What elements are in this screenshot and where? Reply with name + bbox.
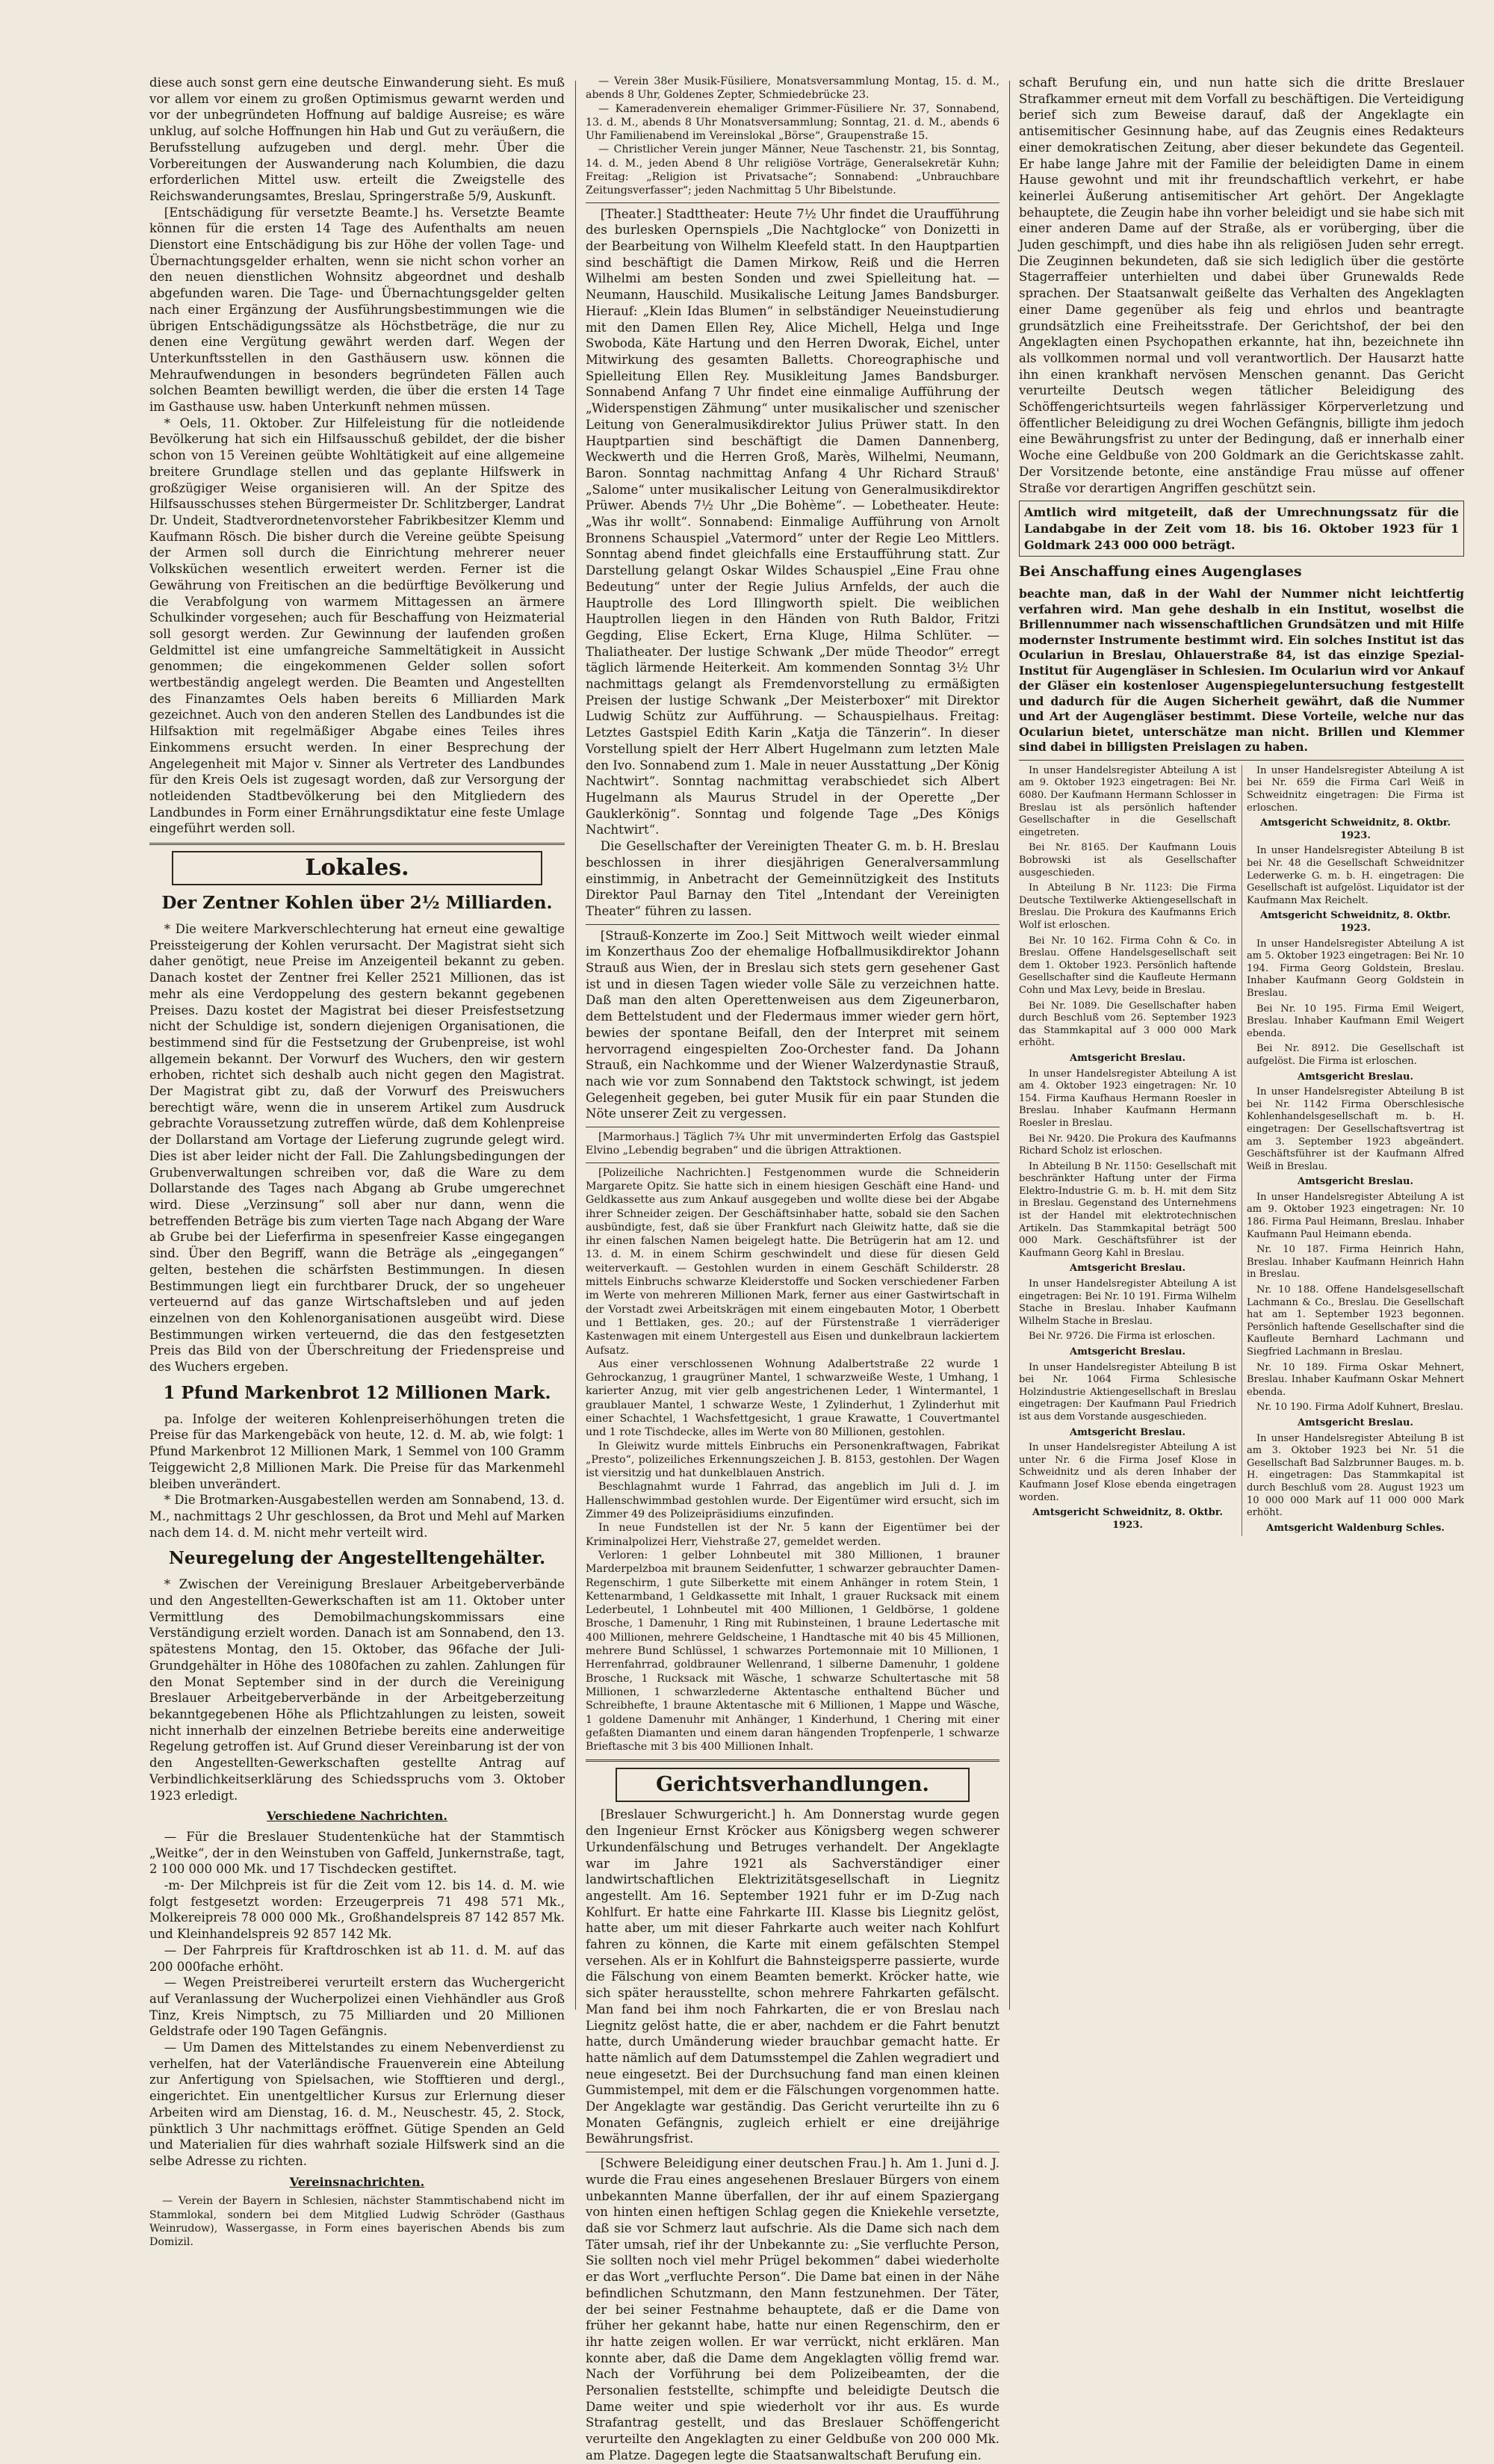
news-item: — Der Fahrpreis für Kraftdroschken ist ab 11. d. M. auf das 200 000fache erhöht. (149, 1943, 565, 1974)
ad-augenglas-text: beachte man, daß in der Wahl der Nummer nicht leichtfertig verfahren wird. Man gehe deshalb in ein Institut, woselbst die Brillennummer nach wissenschaftlichen Grundsätzen und mit Hilfe modernster Instrumente bestimmt wird. Ein solches Institut ist das Oculariun in Breslau, Ohlauerstraße 84, ist das einzige Spezial-Institut für Augengläser in Schlesien. Im Oculariun wird vor Ankauf der Gläser ein kostenloser Augenspiegeluntersuchung festgestellt und dadurch für die Augen Sicherheit gewährt, daß die Nummer und Art der Augengläser bestimmt. Diese Vorteile, welche nur das Oculariun bietet, unterschätze man nicht. Brillen und Klemmer sind dabei in billigsten Preislagen zu haben. (1019, 586, 1464, 755)
club-notice: — Christlicher Verein junger Männer, Neue Taschenstr. 21, bis Sonntag, 14. d. M., jeden Abend 8 Uhr religiöse Vorträge, Generalsekretär Kuhn; Freitag: „Religion ist Privatsache“; Sonnabend: „Unbrauchbare Zeitungsverfasser“; jeden Nachmittag 5 Uhr Bibelstunde. (586, 143, 999, 197)
divider (586, 202, 999, 203)
news-item: — Für die Breslauer Studentenküche hat der Stammtisch „Weitke“, der in den Weinstuben von Gaffeld, Junkernstraße, tagt, 2 100 000 000 Mk. und 17 Tischdecken gestiftet. (149, 1829, 565, 1877)
article-kohlen: * Die weitere Markverschlechterung hat erneut eine gewaltige Preissteigerung der Kohlen verursacht. Der Magistrat sieht sich daher genötigt, neue Preise im Anzeigenteil bekannt zu geben. Danach kostet der Zentner frei Keller 2521 Millionen, das ist mehr als eine Verdoppelung des gestern bekannt gegebenen Preises. Dazu kostet der Magistrat bei dieser Preisfestsetzung nicht der Schuldige ist, sondern diejenigen Organisationen, die bestimmend sind für die Festsetzung der Grubenpreise, ist wohl allgemein bekannt. Der Vorwurf des Wuchers, den wir gestern erhoben, richtet sich deshalb auch nicht gegen den Magistrat. Der Magistrat gibt zu, daß der Vorwurf des Preiswuchers berechtigt wäre, wenn die in unserem Artikel zum Ausdruck gebrachte Voraussetzung zutreffen würde, daß dem Kohlenpreise der Dollarstand am Vortage der Lieferung zugrunde gelegt wird. Dies ist aber leider nicht der Fall. Die Zahlungsbedingungen der Grubenverwaltungen schreiben vor, daß die Ware zu dem Dollarstande des Tages nach Abgang ab Grube umgerechnet wird. Diese „Verzinsung“ soll aber nur dann, wenn die betreffenden Beträge bis zum vierten Tage nach Abgang der Ware ab Grube bei der Lieferfirma in spesenfreier Kasse eingegangen sind. Über den Begriff, wann die Beträge als „eingegangen“ gelten, bestehen die schärfsten Bestimmungen. In diesen Bestimmungen liegt ein furchtbarer Druck, der so ungeheuer verteuernd auf das ganze Wirtschaftsleben und auf jeden einzelnen von den Kohlenorganisationen ausgeübt wird. Diese Bestimmungen wirken verteuernd, die das den festgesetzten Preis das Bild von der Überschreitung der Friedenspreise und des Wuchers ergeben. (149, 922, 565, 1375)
article-marmorhaus: [Marmorhaus.] Täglich 7¾ Uhr mit unverminderten Erfolg das Gastspiel Elvino „Lebendig begraben“ und die übrigen Attraktionen. (586, 1131, 999, 1157)
register-court-signature: Amtsgericht Breslau. (1070, 1346, 1185, 1358)
article-vereinigte-theater: Die Gesellschafter der Vereinigten Theater G. m. b. H. Breslau beschlossen in ihrer diesjährigen Generalversammlung einstimmig, in Anbetracht der Gemeinnützigkeit des Instituts Direktor Paul Barnay den Titel „Intendant der Vereinigten Theater“ führen zu lassen. (586, 839, 999, 918)
register-entry: In unser Handelsregister Abteilung B ist bei Nr. 1142 Firma Oberschlesische Kohlenhandelsgesellschaft m. b. H. eingetragen: Der Gesellschaftsvertrag ist am 3. September 1923 abgeändert. Geschäftsführer ist der Kaufmann Alfred Weiß in Breslau. (1247, 1086, 1464, 1172)
divider (149, 843, 565, 845)
register-court-signature: Amtsgericht Schweidnitz, 8. Oktbr. 1923. (1260, 910, 1451, 935)
news-item: — Um Damen des Mittelstandes zu einem Nebenverdienst zu verhelfen, hat der Vaterländische Frauenverein eine Abteilung zur Anfertigung von Spielsachen, wie Stofftieren und dergl., eingerichtet. Ein unentgeltlicher Kursus zur Erlernung dieser Arbeiten wird am Dienstag, 16. d. M., Neuschestr. 45, 2. Stock, pünktlich 3 Uhr nachmittags eröffnet. Gütige Spenden an Geld und Materialien für dies wahrhaft soziale Hilfswerk sind an die selbe Adresse zu richten. (149, 2040, 565, 2168)
article-polizei: Beschlagnahmt wurde 1 Fahrrad, das angeblich im Juli d. J. im Hallenschwimmbad gestohlen wurde. Der Eigentümer wird ersucht, sich im Zimmer 49 des Polizeipräsidiums einzufinden. (586, 1481, 999, 1521)
register-entry: Bei Nr. 9726. Die Firma ist erloschen. (1029, 1331, 1215, 1343)
subheading-nachrichten: Verschiedene Nachrichten. (267, 1809, 447, 1824)
register-entry: Bei Nr. 10 162. Firma Cohn & Co. in Breslau. Offene Handelsgesellschaft seit dem 1. Oktober 1923. Persönlich haftende Gesellschafter sind die Kaufleute Hermann Cohn und Max Levy, beide in Breslau. (1019, 935, 1236, 996)
club-notice: — Kameradenverein ehemaliger Grimmer-Füsiliere Nr. 37, Sonnabend, 13. d. M., abends 8 Uhr Monatsversammlung; Sonntag, 21. d. M., abends 6 Uhr Familienabend im Vereinslokal „Börse“, Graupenstraße 15. (586, 102, 999, 143)
news-item: — Wegen Preistreiberei verurteilt erstern das Wuchergericht auf Veranlassung der Wucherpolizei einen Viehhändler aus Groß Tinz, Kreis Nimptsch, zu 75 Milliarden und 20 Millionen Geldstrafe oder 190 Tagen Gefängnis. (149, 1975, 565, 2039)
column-1 (149, 75, 565, 2249)
news-item: -m- Der Milchpreis ist für die Zeit vom 12. bis 14. d. M. wie folgt festgesetzt worden: Erzeugerpreis 71 498 571 Mk., Molkereipreis 78 000 000 Mk., Großhandelspreis 87 142 857 Mk. und Kleinhandelspreis 92 857 142 Mk. (149, 1878, 565, 1942)
register-court-signature: Amtsgericht Breslau. (1298, 1071, 1413, 1083)
register-court-signature: Amtsgericht Breslau. (1070, 1052, 1185, 1064)
article-polizei: In neue Fundstellen ist der Nr. 5 kann der Eigentümer bei der Kriminalpolizei Herr, Viehstraße 27, gemeldet werden. (586, 1522, 999, 1548)
article-oels: * Oels, 11. Oktober. Zur Hilfeleistung für die notleidende Bevölkerung hat sich ein Hilfsausschuß gebildet, der die bisher schon von 15 Vereinen geübte Wohltätigkeit auf eine allgemeine breitere Grundlage stellen und das geplante Hilfswerk in großzügiger Weise organisieren will. An der Spitze des Hilfsausschusses stehen Bürgermeister Dr. Schlitzberger, Landrat Dr. Undeit, Stadtverordnetenvorsteher Fabrikbesitzer Klemm und Kaufmann Rösch. Die bisher durch die Vereine geübte Speisung der Armen soll durch die Einrichtung mehrerer neuer Volksküchen wesentlich erweitert werden. Ferner ist die Gewährung von Freitischen an die bedürftige Bevölkerung und die Verabfolgung von warmem Mittagessen an ärmere Schulkinder vorgesehen; auch für Beschaffung von Heizmaterial soll gesorgt werden. Zur Gewinnung der laufenden großen Geldmittel ist eine umfangreiche Sammeltätigkeit in Aussicht genommen; die eingekommenen Gelder sollen sofort wertbeständig angelegt werden. Die Beamten und Angestellten des Finanzamtes Oels haben bereits 6 Milliarden Mark gezeichnet. Auch von den anderen Stellen des Landbundes ist die Hilfsaktion mit regelmäßiger Abgabe eines Teiles ihres Einkommens ersucht werden. In einer Besprechung der Angelegenheit mit Major v. Sinner als Vertreter des Landbundes für den Kreis Oels ist zugesagt worden, daß zur Versorgung der notleidenden Stadtbevölkerung bei den Mitgliedern des Landbundes in Form einer Ernährungsdiktatur eine feste Umlage eingeführt werden soll. (149, 415, 565, 836)
register-entry: In Abteilung B Nr. 1123: Die Firma Deutsche Textilwerke Aktiengesellschaft in Breslau. Die Prokura des Kaufmanns Erich Wolf ist erloschen. (1019, 882, 1236, 932)
register-entry: Nr. 10 188. Offene Handelsgesellschaft Lachmann & Co., Breslau. Die Gesellschaft hat am 1. September 1923 begonnen. Persönlich haftende Gesellschafter sind die Kaufleute Bernhard Lachmann und Siegfried Lachmann in Breslau. (1247, 1284, 1464, 1358)
club-notice: — Verein 38er Musik-Füsiliere, Monatsversammlung Montag, 15. d. M., abends 8 Uhr, Goldenes Zepter, Schmiedebrücke 23. (586, 75, 999, 102)
article-markenbrot: pa. Infolge der weiteren Kohlenpreiserhöhungen treten die Preise für das Markengebäck von heute, 12. d. M. ab, wie folgt: 1 Pfund Markenbrot 12 Millionen Mark, 1 Semmel von 100 Gramm Teiggewicht 2,8 Millionen Mark. Die Preise für das Markenmehl bleiben unverändert. (149, 1411, 565, 1491)
article-beamte: [Entschädigung für versetzte Beamte.] hs. Versetzte Beamte können für die ersten 14 Tage des Aufenthalts am neuen Dienstort eine Entschädigung bis zur Höhe der vollen Tage- und Übernachtungsgelder erhalten, wenn sie nicht schon vorher an den neuen dienstlichen Wohnsitz abgeordnet und deshalb abgefunden waren. Die Tage- und Übernachtungsgelder gelten nach einer Ergänzung der Ausführungsbestimmungen wie die übrigen Entschädigungssätze als Höchstbeträge, die nur zu denen eine Vergütung gewährt werden darf. Wegen der Unterkunftsstellen in den Gasthäusern usw. können die Mehraufwendungen in besonders begründeten Fällen auch solchen Beamten bewilligt werden, die über die ersten 14 Tage im Gasthause usw. haben Unterkunft nehmen müssen. (149, 205, 565, 415)
headline-markenbrot: 1 Pfund Markenbrot 12 Millionen Mark. (163, 1382, 551, 1403)
section-title-lokales: Lokales. (172, 851, 542, 885)
column-rule (1009, 81, 1010, 2010)
ad-augenglas-title: Bei Anschaffung eines Augenglases (1019, 563, 1302, 581)
register-entry: In unser Handelsregister Abteilung A ist am 9. Oktober 1923 eingetragen: Bei Nr. 6080. Der Kaufmann Hermann Schlosser in Breslau ist als persönlich haftender Gesellschafter in die Gesellschaft eingetreten. (1019, 764, 1236, 838)
register-entry: In unser Handelsregister Abteilung A ist unter Nr. 6 die Firma Josef Klose in Schweidnitz und als deren Inhaber der Kaufmann Josef Klose ebenda eingetragen worden. (1019, 1442, 1236, 1503)
article-brotmarken: * Die Brotmarken-Ausgabestellen werden am Sonnabend, 13. d. M., nachmittags 2 Uhr geschlossen, da Brot und Mehl auf Marken nach dem 14. d. M. nicht mehr verteilt wird. (149, 1493, 565, 1540)
column-3 (1019, 75, 1464, 2010)
register-entry: Nr. 10 187. Firma Heinrich Hahn, Breslau. Inhaber Kaufmann Heinrich Hahn in Breslau. (1247, 1244, 1464, 1281)
official-notice: Amtlich wird mitgeteilt, daß der Umrechnungssatz für die Landabgabe in der Zeit vom 18. bis 16. Oktober 1923 für 1 Goldmark 243 000 000 beträgt. (1019, 501, 1464, 557)
article-polizei: [Polizeiliche Nachrichten.] Festgenommen wurde die Schneiderin Margarete Opitz. Sie hatte sich in einem hiesigen Geschäft eine Hand- und Geldkassette aus zum Ankauf ausgegeben und wollte diese bei der Abgabe ihrer Schneider zeigen. Der Geschäftsinhaber hatte, sobald sie den Sachen ausbündigte, fest, daß sie über Frankfurt nach Gleiwitz hatte, daß sie die ihr einen falschen Namen beigelegt hatte. Die Betrügerin hat am 12. und 13. d. M. in einem Schirm geschwindelt und diese für diesen Geld weiterverkauft. — Gestohlen wurden in einem Geschäft Schilderstr. 28 mittels Einbruchs schwarze Kleiderstoffe und Socken verschiedener Farben im Werte von mehreren Millionen Mark, ferner aus einer Gastwirtschaft in der Vorstadt zwei Arbeitskrägen mit einem eingebauten Motor, 1 Oberbett und 1 Bettlaken, ges. 20.; auf der Fürstenstraße 1 vierräderiger Kastenwagen mit einem Untergestell aus Eisen und dunkelbraun lackiertem Aufsatz. (586, 1166, 999, 1357)
commercial-register (1019, 765, 1464, 1536)
article-strauss: [Strauß-Konzerte im Zoo.] Seit Mittwoch weilt wieder einmal im Konzerthaus Zoo der ehemalige Hofballmusikdirektor Johann Strauß aus Wien, der in Breslau sich stets gern gesehener Gast ist und in diesen Tagen wieder volle Säle zu verzeichnen hatte. Daß man den alten Operettenweisen aus dem Zigeunerbaron, dem Bettelstudent und der Fledermaus immer wieder gern hört, bewies der spontane Beifall, den der Interpret mit seinem hervorragend eingespielten Zoo-Orchester fand. Da Johann Strauß, ein Nachkomme und der Wiener Walzerdynastie Strauß, nach wie vor zum Sonnabend den Taktstock schwingt, ist jedem Gelegenheit gegeben, bei guter Musik für ein paar Stunden die Nöte unserer Zeit zu vergessen. (586, 928, 999, 1121)
register-entry: In unser Handelsregister Abteilung B ist am 3. Oktober 1923 bei Nr. 51 die Gesellschaft Bad Salzbrunner Bauges. m. b. H. eingetragen: Das Stammkapital ist durch Beschluß vom 28. August 1923 um 10 000 000 Mark auf 11 000 000 Mark erhöht. (1247, 1432, 1464, 1519)
article-polizei: Aus einer verschlossenen Wohnung Adalbertstraße 22 wurde 1 Gehrockanzug, 1 graugrüner Mantel, 1 schwarzweiße Weste, 1 Umhang, 1 karierter Anzug, mit vier gelb angestrichenen Leder, 1 Wintermantel, 1 graublauer Mantel, 1 schwarze Weste, 1 Zylinderhut, 1 Zylinderhut mit einer Schachtel, 1 Wachsfettgesicht, 1 graue Krawatte, 1 Couvertmantel und 1 rote Tischdecke, alles im Werte von 80 Millionen, gestohlen. (586, 1358, 999, 1439)
article-beleidigung: [Schwere Beleidigung einer deutschen Frau.] h. Am 1. Juni d. J. wurde die Frau eines angesehenen Breslauer Bürgers von einem unbekannten Manne überfallen, der ihr auf einem Spaziergang von hinten einen heftigen Schlag gegen die Kniekehle versetzte, daß sie vor Schmerz laut aufschrie. Als die Dame sich nach dem Täter umsah, rief ihr der Unbekannte zu: „Sie verfluchte Person, Sie sollten noch viel mehr Prügel bekommen“ dabei wiederholte er das Wort „verfluchte Person“. Die Dame bat einen in der Nähe befindlichen Schutzmann, den Mann festzunehmen. Der Täter, der bei seiner Festnahme behauptete, daß er die Dame von früher her gekannt habe, hatte nur einen Regenschirm, den er ihr hatte zeigen wollen. Er war verrückt, nicht erklären. Man konnte aber, daß die Dame dem Angeklagten völlig fremd war. Nach der Vorführung bei dem Polizeibeamten, der die Personalien feststellte, schimpfte und beleidigte Deutsch die Dame weiter und spie wiederholt vor ihr aus. Es wurde Strafantrag gestellt, und das Breslauer Schöffengericht verurteilte den Angeklagten zu einer Geldbuße von 200 000 Mk. am Platze. Dagegen legte die Staatsanwaltschaft Berufung ein. (586, 2156, 999, 2463)
article-auswanderung: diese auch sonst gern eine deutsche Einwanderung sieht. Es muß vor allem vor einem zu großen Optimismus gewarnt werden und vor der unbegründeten Hoffnung auf baldige Ausreise; es wäre unklug, auf solche Hoffnungen hin Hab und Gut zu veräußern, die Berufsstellung aufzugeben und dergl. mehr. Über die Vorbereitungen der Auswanderung nach Kolumbien, die dazu erforderlichen Mittel usw. erteilt die Zweigstelle des Reichswanderungsamtes, Breslau, Springerstraße 5/9, Auskunft. (149, 75, 565, 203)
register-entry: In unser Handelsregister Abteilung A ist am 5. Oktober 1923 eingetragen: Bei Nr. 10 194. Firma Georg Goldstein, Breslau. Inhaber Kaufmann Georg Goldstein in Breslau. (1247, 938, 1464, 999)
register-entry: In unser Handelsregister Abteilung B ist bei Nr. 1064 Firma Schlesische Holzindustrie Aktiengesellschaft in Breslau eingetragen: Der Kaufmann Paul Friedrich ist aus dem Vorstande ausgeschieden. (1019, 1361, 1236, 1423)
register-entry: Bei Nr. 8165. Der Kaufmann Louis Bobrowski ist als Gesellschafter ausgeschieden. (1019, 842, 1236, 879)
register-court-signature: Amtsgericht Breslau. (1298, 1417, 1413, 1428)
register-court-signature: Amtsgericht Breslau. (1070, 1263, 1185, 1275)
register-entry: In unser Handelsregister Abteilung A ist eingetragen: Bei Nr. 10 191. Firma Wilhelm Stache in Breslau. Inhaber Kaufmann Wilhelm Stache in Breslau. (1019, 1278, 1236, 1327)
register-entry: Nr. 10 189. Firma Oskar Mehnert, Breslau. Inhaber Kaufmann Oskar Mehnert ebenda. (1247, 1361, 1464, 1398)
article-polizei: In Gleiwitz wurde mittels Einbruchs ein Personenkraftwagen, Fabrikat „Presto“, polizeiliches Erkennungszeichen J. B. 8153, gestohlen. Der Wagen ist viersitzig und hat dunkelblauen Anstrich. (586, 1440, 999, 1480)
column-rule (575, 81, 576, 2010)
register-court-signature: Amtsgericht Breslau. (1070, 1426, 1185, 1438)
register-entry: In Abteilung B Nr. 1150: Gesellschaft mit beschränkter Haftung unter der Firma Elektro-Industrie G. m. b. H. mit dem Sitz in Breslau. Gegenstand des Unternehmens ist der Handel mit elektrotechnischen Artikeln. Das Stammkapital beträgt 500 000 Mark. Geschäftsführer ist der Kaufmann Georg Kahl in Breslau. (1019, 1160, 1236, 1259)
register-entry: Bei Nr. 1089. Die Gesellschafter haben durch Beschluß vom 26. September 1923 das Stammkapital auf 3 000 000 Mark erhöht. (1019, 1000, 1236, 1049)
headline-angestellte: Neuregelung der Angestelltengehälter. (168, 1548, 546, 1569)
section-title-gericht: Gerichtsverhandlungen. (616, 1768, 970, 1802)
register-court-signature: Amtsgericht Waldenburg Schles. (1266, 1522, 1445, 1534)
register-entry: In unser Handelsregister Abteilung A ist bei Nr. 659 die Firma Carl Weiß in Schweidnitz eingetragen: Die Firma ist erloschen. (1247, 764, 1464, 814)
register-entry: In unser Handelsregister Abteilung B ist bei Nr. 48 die Gesellschaft Schweidnitzer Lederwerke G. m. b. H. eingetragen: Die Gesellschaft ist aufgelöst. Liquidator ist der Kaufmann Max Reichelt. (1247, 845, 1464, 906)
register-entry: Bei Nr. 9420. Die Prokura des Kaufmanns Richard Scholz ist erloschen. (1019, 1133, 1236, 1157)
newspaper-page (149, 75, 1464, 2463)
subheading-vereine: Vereinsnachrichten. (289, 2174, 425, 2189)
divider (586, 1759, 999, 1762)
headline-kohlen: Der Zentner Kohlen über 2½ Milliarden. (161, 893, 553, 914)
article-schwurgericht: [Breslauer Schwurgericht.] h. Am Donnerstag wurde gegen den Ingenieur Ernst Kröcker aus Königsberg wegen schwerer Urkundenfälschung und Betruges verhandelt. Der Angeklagte war im Jahre 1921 als Sachverständiger einer landwirtschaftlichen Elektrizitätsgesellschaft in Liegnitz angestellt. Am 16. September 1921 fuhr er im D-Zug nach Kohlfurt. Er hatte eine Fahrkarte III. Klasse bis Liegnitz gelöst, hatte aber, um mit dieser Fahrkarte auch weiter nach Kohlfurt fahren zu können, die Karte mit einem gefälschten Stempel versehen. Als er in Kohlfurt die Bahnsteigsperre passierte, wurde die Fälschung von einem Beamten bemerkt. Kröcker hatte, wie sich später herausstellte, schon mehrere Fahrkarten gefälscht. Man fand bei ihm noch Fahrkarten, die er von Breslau nach Liegnitz gelöst hatte, die er aber, nachdem er die Fahrt benutzt hatte, durch Umänderung wieder brauchbar gemacht hatte. Er hatte nämlich auf dem Datumsstempel die Zahlen wegradiert und neue eingesetzt. Bei der Durchsuchung fand man einen kleinen Gummistempel, mit dem er die Fälschungen vorgenommen hatte. Der Angeklagte war geständig. Das Gericht verurteilte ihn zu 6 Monaten Gefängnis, zugleich erhielt er eine dreijährige Bewährungsfrist. (586, 1807, 999, 2146)
column-2 (586, 75, 999, 2463)
divider (1019, 760, 1464, 761)
article-beleidigung-continued: schaft Berufung ein, und nun hatte sich die dritte Breslauer Strafkammer erneut mit dem Vorfall zu beschäftigen. Die Verteidigung berief sich zum Beweise darauf, daß der Angeklagte ein antisemitischer Gesinnung habe, auf das Zeugnis eines Redakteurs einer demokratischen Zeitung, aber dieser bekundete das Gegenteil. Er habe lange Jahre mit der Familie der beleidigten Dame in einem Hause gewohnt und mit ihr freundschaftlich verkehrt, er habe keinerlei Äußerung antisemitischer Art gehört. Der Angeklagte behauptete, die Zeugin habe ihn vorher beleidigt und sie habe sich mit einer anderen Dame auf der Straße, als er vorüberging, über die Juden geschimpft, und dies habe ihn als religiösen Juden sehr erregt. Die Zeuginnen bekundeten, daß sie sich lediglich über die gestörte Stagerraffeier unterhielten und dabei über Grunewalds Rede sprachen. Der Staatsanwalt geißelte das Verhalten des Angeklagten einer Dame gegenüber als feig und ehrlos und beantragte grundsätzlich eine Freiheitsstrafe. Der Gerichtshof, der bei den Angeklagten einen Psychopathen erkannte, hat ihn, bezeichnete ihn als vollkommen normal und voll verantwortlich. Der Hausarzt hatte ihn einen krankhaft nervösen Menschen genannt. Das Gericht verurteilte Deutsch wegen tätlicher Beleidigung des Schöffengerichtsurteils wegen fahrlässiger Körperverletzung und öffentlicher Beleidigung zu drei Wochen Gefängnis, billigte ihm jedoch eine Bewährungsfrist zu unter der Bedingung, daß er innerhalb einer Woche eine Geldbuße von 200 Goldmark an die Gerichtskasse zahlt. Der Vorsitzende betonte, eine anständige Frau müsse auf offener Straße vor derartigen Angriffen geschützt sein. (1019, 75, 1464, 495)
register-entry: Nr. 10 190. Firma Adolf Kuhnert, Breslau. (1256, 1402, 1463, 1414)
news-item: — Verein der Bayern in Schlesien, nächster Stammtischabend nicht im Stammlokal, sondern bei dem Mitglied Ludwig Schröder (Gasthaus Weinrudow), Wassergasse, in Form eines bayerischen Abends bis zum Domizil. (149, 2195, 565, 2249)
register-court-signature: Amtsgericht Schweidnitz, 8. Oktbr. 1923. (1260, 817, 1451, 841)
article-angestellte: * Zwischen der Vereinigung Breslauer Arbeitgeberverbände und den Angestellten-Gewerkschaften ist am 11. Oktober unter Vermittlung des Demobilmachungskommissars eine Verständigung erzielt worden. Danach ist am Sonnabend, den 13. spätestens Montag, den 15. Oktober, das 96fache der Juli-Grundgehälter in Höhe des 1080fachen zu zahlen. Zahlungen für den Monat September sind in der durch die Vereinigung Breslauer Arbeitgeberverbände in der Arbeitgeberzeitung bekanntgegebenen Höhe als Pflichtzahlungen zu leisten, soweit nicht innerhalb der einzelnen Betriebe bereits eine anderweitige Regelung getroffen ist. Auf Grund dieser Vereinbarung ist der von den Angestellten-Gewerkschaften gestellte Antrag auf Verbindlichkeitserklärung des Schiedsspruchs vom 3. Oktober 1923 erledigt. (149, 1577, 565, 1803)
register-court-signature: Amtsgericht Schweidnitz, 8. Oktbr. 1923. (1032, 1507, 1223, 1531)
article-verloren: Verloren: 1 gelber Lohnbeutel mit 380 Millionen, 1 brauner Marderpelzboa mit braunem Seidenfutter, 1 schwarzer gebrauchter Damen-Regenschirm, 1 gute Silberkette mit einem Anhänger in rotem Stein, 1 Kettenarmband, 1 Geldkassette mit Inhalt, 1 grauer Rucksack mit einem Lederbeutel, 1 Lohnbeutel mit 400 Millionen, 1 Geldbörse, 1 goldene Brosche, 1 Damenuhr, 1 Ring mit Rubinsteinen, 1 braune Ledertasche mit 400 Millionen, mehrere Geldscheine, 1 Handtasche mit 40 bis 45 Millionen, mehrere Bund Schlüssel, 1 schwarzes Portemonnaie mit 10 Millionen, 1 Herrenfahrrad, goldbrauner Wellenrand, 1 silberne Damenuhr, 1 goldene Brosche, 1 Rucksack mit Wäsche, 1 schwarze Schultertasche mit 58 Millionen, 1 schwarzlederne Aktentasche enthaltend Bücher und Schreibhefte, 1 braune Aktentasche mit 6 Millionen, 1 Mappe und Wäsche, 1 goldene Damenuhr mit Anhänger, 1 Kinderhund, 1 Chering mit einer gefaßten Diamanten und einem daran hängenden Tropfenperle, 1 schwarze Brieftasche mit 3 bis 400 Millionen Inhalt. (586, 1549, 999, 1753)
register-entry: Bei Nr. 8912. Die Gesellschaft ist aufgelöst. Die Firma ist erloschen. (1247, 1043, 1464, 1067)
register-court-signature: Amtsgericht Breslau. (1298, 1176, 1413, 1188)
article-theater: [Theater.] Stadttheater: Heute 7½ Uhr findet die Uraufführung des burlesken Opernspiels „Die Nachtglocke“ von Donizetti in der Bearbeitung von Wilhelm Kleefeld statt. In den Hauptpartien sind beschäftigt die Damen Mirkow, Reiß und die Herren Wilhelmi am besten Sonden und zwei Spielleitung hat. — Neumann, Hauschild. Musikalische Leitung James Bandsburger. Hierauf: „Klein Idas Blumen“ in selbständiger Neueinstudierung mit den Damen Ellen Rey, Alice Michell, Helga und Inge Swoboda, Käte Hartung und den Herren Dworak, Eichel, unter Mitwirkung des gesamten Balletts. Choreographische und Spielleitung Ellen Rey. Musikleitung James Bandsburger. Sonnabend Anfang 7 Uhr findet eine einmalige Aufführung der „Widerspenstigen Zähmung“ unter musikalischer und szenischer Leitung von Generalmusikdirektor Julius Prüwer statt. In den Hauptpartien sind beschäftigt die Damen Dannenberg, Weckwerth und die Herren Groß, Marès, Wilhelmi, Neumann, Baron. Sonntag nachmittag Anfang 4 Uhr Richard Strauß' „Salome“ unter musikalischer Leitung von Generalmusikdirektor Prüwer. Abends 7½ Uhr „Die Bohème“. — Lobetheater. Heute: „Was ihr wollt“. Sonnabend: Einmalige Aufführung von Arnolt Bronnens Schauspiel „Vatermord“ unter der Regie Leo Mittlers. Sonntag abend findet gleichfalls eine Erstaufführung statt. Zur Darstellung gelangt Oskar Wildes Schauspiel „Eine Frau ohne Bedeutung“ unter der Regie Julius Arnfelds, der auch die Hauptrolle des Lord Illingworth spielt. Die weiblichen Hauptrollen liegen in den Händen von Ruth Baldor, Fritzi Gegding, Elise Eckert, Erna Kluge, Hilma Schlüter. — Thaliatheater. Der lustige Schwank „Der müde Theodor“ erregt täglich lärmende Heiterkeit. Am kommenden Sonntag 3½ Uhr nachmittags gelangt als Fremdenvorstellung zu ermäßigten Preisen der lustige Schwank „Der Meisterboxer“ mit Direktor Ludwig Schütz zur Aufführung. — Schauspielhaus. Freitag: Letztes Gastspiel Edith Karin „Katja die Tänzerin“. In dieser Vorstellung spielt der Herr Albert Hugelmann zum letzten Male den Ivo. Sonnabend zum 1. Male in neuer Ausstattung „Der König Nachtwirt“. Sonntag nachmittag verabschiedet sich Albert Hugelmann als Maurus Strudel in der Operette „Der Gauklerkönig“. Sonntag und folgende Tage „Des Königs Nachtwirt“. (586, 206, 999, 838)
divider (586, 924, 999, 925)
register-entry: Bei Nr. 10 195. Firma Emil Weigert, Breslau. Inhaber Kaufmann Emil Weigert ebenda. (1247, 1003, 1464, 1039)
register-entry: In unser Handelsregister Abteilung A ist am 4. Oktober 1923 eingetragen: Nr. 10 154. Firma Kaufhaus Hermann Roesler in Breslau. Inhaber Kaufmann Hermann Roesler in Breslau. (1019, 1068, 1236, 1129)
register-entry: In unser Handelsregister Abteilung A ist am 9. Oktober 1923 eingetragen: Nr. 10 186. Firma Paul Heimann, Breslau. Inhaber Kaufmann Paul Heimann ebenda. (1247, 1191, 1464, 1240)
